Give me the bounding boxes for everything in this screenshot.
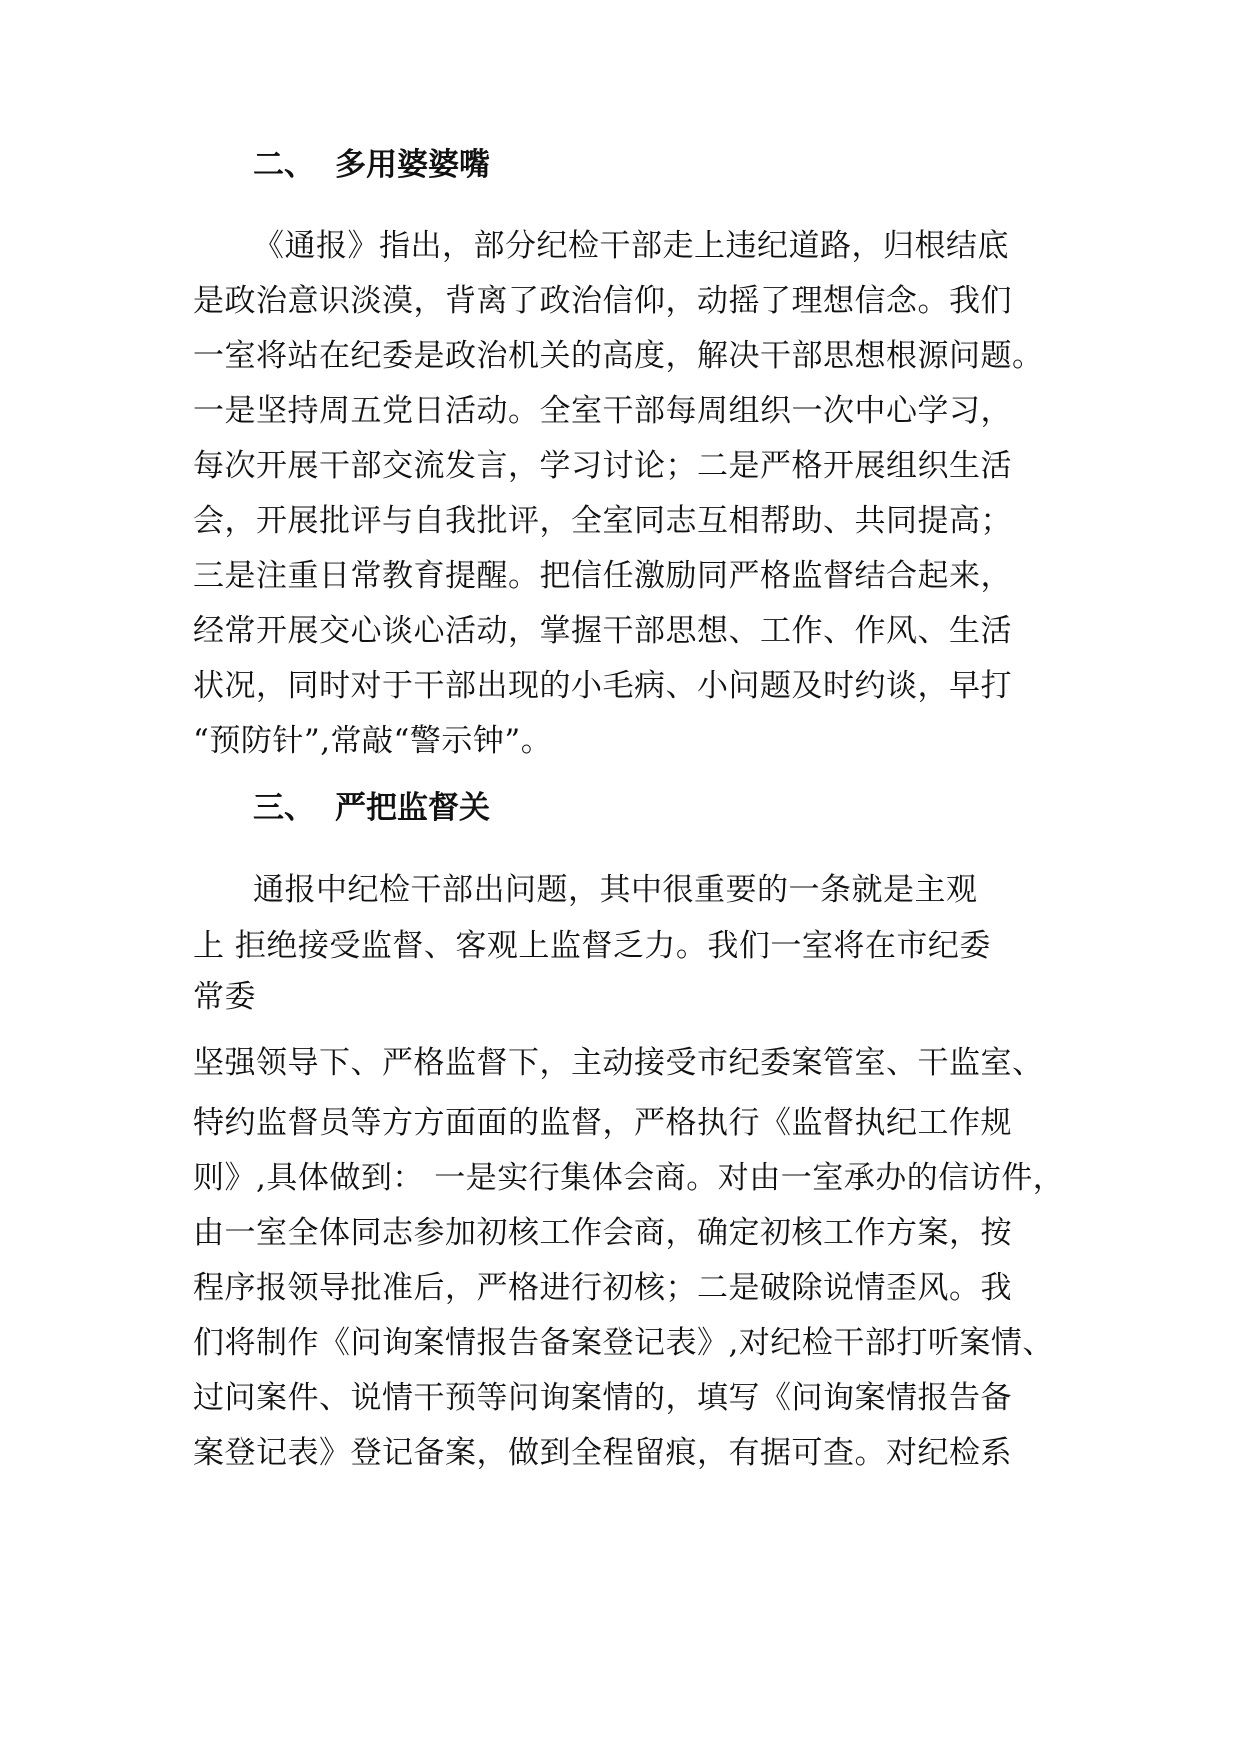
section-heading-2: [253, 147, 490, 183]
section-title: 多用婆婆嘴: [335, 147, 490, 183]
section-number: 三、: [253, 790, 315, 826]
paragraph-line: 常委: [193, 979, 256, 1015]
paragraph-line: 们将制作《问询案情报告备案登记表》,对纪检干部打听案情、: [193, 1325, 1054, 1361]
paragraph-line: 上 拒绝接受监督、客观上监督乏力。我们一室将在市纪委: [193, 928, 991, 964]
paragraph-line: 是政治意识淡漠，背离了政治信仰，动摇了理想信念。我们: [193, 283, 1012, 319]
paragraph-line: 案登记表》登记备案，做到全程留痕，有据可查。对纪检系: [193, 1435, 1012, 1471]
paragraph-line: 三是注重日常教育提醒。把信任激励同严格监督结合起来，: [193, 558, 1012, 594]
paragraph-line: 一室将站在纪委是政治机关的高度，解决干部思想根源问题。: [193, 338, 1044, 374]
paragraph-line: 通报中纪检干部出问题，其中很重要的一条就是主观: [253, 872, 978, 908]
paragraph-line: 程序报领导批准后，严格进行初核；二是破除说情歪风。我: [193, 1270, 1012, 1306]
paragraph-line: 则》,具体做到： 一是实行集体会商。对由一室承办的信访件，: [193, 1160, 1065, 1196]
section-heading-3: [253, 790, 490, 826]
paragraph-line: 会，开展批评与自我批评，全室同志互相帮助、共同提高；: [193, 503, 1012, 539]
paragraph-line: 过问案件、说情干预等问询案情的，填写《问询案情报告备: [193, 1380, 1012, 1416]
paragraph-line: 坚强领导下、严格监督下，主动接受市纪委案管室、干监室、: [193, 1045, 1044, 1081]
paragraph-line: 状况，同时对于干部出现的小毛病、小问题及时约谈，早打: [193, 668, 1012, 704]
paragraph-line: 每次开展干部交流发言，学习讨论；二是严格开展组织生活: [193, 448, 1012, 484]
section-title: 严把监督关: [335, 790, 490, 826]
paragraph-line: 特约监督员等方方面面的监督，严格执行《监督执纪工作规: [193, 1105, 1012, 1141]
paragraph-line: 经常开展交心谈心活动，掌握干部思想、工作、作风、生活: [193, 613, 1012, 649]
paragraph-line: “预防针”,常敲“警示钟”。: [193, 723, 553, 759]
paragraph-line: 一是坚持周五党日活动。全室干部每周组织一次中心学习，: [193, 393, 1012, 429]
paragraph-line: 《通报》指出，部分纪检干部走上违纪道路，归根结底: [253, 228, 1009, 264]
paragraph-line: 由一室全体同志参加初核工作会商，确定初核工作方案，按: [193, 1215, 1012, 1251]
section-number: 二、: [253, 147, 315, 183]
